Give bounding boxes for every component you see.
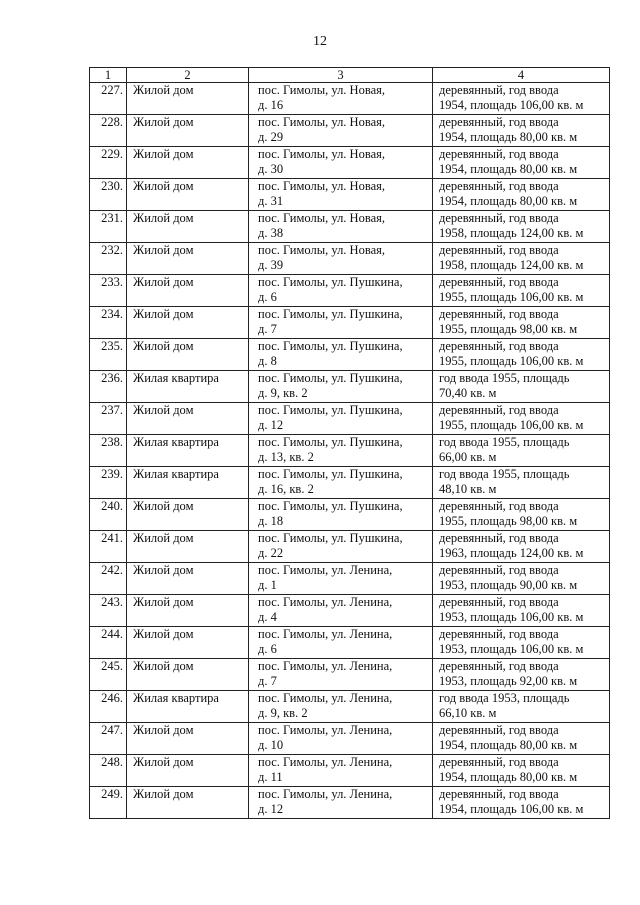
- address-cell: [249, 691, 433, 723]
- table-body: [90, 83, 610, 819]
- table-row: [90, 211, 610, 243]
- row-number-cell: [90, 115, 127, 147]
- row-number-text: 236.: [101, 371, 123, 385]
- object-name-text: Жилой дом: [133, 179, 194, 193]
- address-text: пос. Гимолы, ул. Ленина, д. 12: [258, 787, 393, 816]
- row-number-cell: [90, 627, 127, 659]
- address-text: пос. Гимолы, ул. Пушкина, д. 22: [258, 531, 403, 560]
- table-row: [90, 467, 610, 499]
- object-name-cell: [127, 627, 249, 659]
- description-cell: [433, 595, 610, 627]
- object-name-text: Жилой дом: [133, 595, 194, 609]
- row-number-cell: [90, 339, 127, 371]
- address-text: пос. Гимолы, ул. Новая, д. 29: [258, 115, 385, 144]
- object-name-cell: [127, 403, 249, 435]
- address-cell: [249, 83, 433, 115]
- row-number-cell: [90, 531, 127, 563]
- address-cell: [249, 147, 433, 179]
- description-text: деревянный, год ввода 1954, площадь 80,00 кв. м: [439, 723, 578, 752]
- table-row: [90, 275, 610, 307]
- table-row: [90, 691, 610, 723]
- object-name-text: Жилой дом: [133, 211, 194, 225]
- table-row: [90, 371, 610, 403]
- object-name-cell: [127, 179, 249, 211]
- description-text: деревянный, год ввода 1954, площадь 80,00 кв. м: [439, 147, 578, 176]
- row-number-cell: [90, 243, 127, 275]
- description-cell: [433, 467, 610, 499]
- table-row: [90, 403, 610, 435]
- header-col-3: 3: [249, 68, 433, 83]
- object-name-text: Жилой дом: [133, 787, 194, 801]
- row-number-text: 245.: [101, 659, 123, 673]
- address-text: пос. Гимолы, ул. Пушкина, д. 6: [258, 275, 403, 304]
- description-text: деревянный, год ввода 1955, площадь 98,00 кв. м: [439, 307, 578, 336]
- header-row: [90, 68, 610, 83]
- description-text: деревянный, год ввода 1954, площадь 106,00 кв. м: [439, 787, 584, 816]
- address-cell: [249, 179, 433, 211]
- description-text: деревянный, год ввода 1955, площадь 98,00 кв. м: [439, 499, 578, 528]
- description-cell: [433, 371, 610, 403]
- row-number-cell: [90, 595, 127, 627]
- row-number-text: 248.: [101, 755, 123, 769]
- address-text: пос. Гимолы, ул. Ленина, д. 10: [258, 723, 393, 752]
- row-number-text: 238.: [101, 435, 123, 449]
- address-cell: [249, 755, 433, 787]
- address-text: пос. Гимолы, ул. Новая, д. 31: [258, 179, 385, 208]
- row-number-cell: [90, 211, 127, 243]
- description-text: год ввода 1955, площадь 48,10 кв. м: [439, 467, 570, 496]
- table-row: [90, 339, 610, 371]
- description-cell: [433, 115, 610, 147]
- description-cell: [433, 211, 610, 243]
- address-text: пос. Гимолы, ул. Ленина, д. 11: [258, 755, 393, 784]
- description-cell: [433, 755, 610, 787]
- object-name-cell: [127, 595, 249, 627]
- address-text: пос. Гимолы, ул. Пушкина, д. 8: [258, 339, 403, 368]
- object-name-cell: [127, 563, 249, 595]
- row-number-text: 239.: [101, 467, 123, 481]
- address-cell: [249, 371, 433, 403]
- address-cell: [249, 467, 433, 499]
- address-cell: [249, 339, 433, 371]
- description-text: деревянный, год ввода 1954, площадь 106,00 кв. м: [439, 83, 584, 112]
- description-cell: [433, 275, 610, 307]
- object-name-text: Жилой дом: [133, 723, 194, 737]
- description-cell: [433, 563, 610, 595]
- object-name-text: Жилой дом: [133, 499, 194, 513]
- row-number-text: 230.: [101, 179, 123, 193]
- description-cell: [433, 83, 610, 115]
- table-row: [90, 563, 610, 595]
- property-table: [89, 67, 610, 819]
- description-cell: [433, 179, 610, 211]
- object-name-text: Жилая квартира: [133, 435, 219, 449]
- description-text: деревянный, год ввода 1955, площадь 106,00 кв. м: [439, 339, 584, 368]
- object-name-text: Жилой дом: [133, 627, 194, 641]
- row-number-cell: [90, 563, 127, 595]
- address-cell: [249, 275, 433, 307]
- object-name-cell: [127, 307, 249, 339]
- page-number: 12: [313, 34, 327, 49]
- row-number-cell: [90, 275, 127, 307]
- table-row: [90, 755, 610, 787]
- row-number-text: 229.: [101, 147, 123, 161]
- row-number-cell: [90, 691, 127, 723]
- row-number-cell: [90, 723, 127, 755]
- row-number-text: 232.: [101, 243, 123, 257]
- object-name-text: Жилой дом: [133, 275, 194, 289]
- address-cell: [249, 403, 433, 435]
- header-col-1: 1: [90, 68, 127, 83]
- description-text: деревянный, год ввода 1954, площадь 80,00 кв. м: [439, 755, 578, 784]
- address-text: пос. Гимолы, ул. Ленина, д. 4: [258, 595, 393, 624]
- table-row: [90, 179, 610, 211]
- address-text: пос. Гимолы, ул. Новая, д. 38: [258, 211, 385, 240]
- address-cell: [249, 115, 433, 147]
- object-name-cell: [127, 371, 249, 403]
- description-text: деревянный, год ввода 1953, площадь 106,00 кв. м: [439, 595, 584, 624]
- table-row: [90, 723, 610, 755]
- description-cell: [433, 659, 610, 691]
- row-number-text: 233.: [101, 275, 123, 289]
- row-number-text: 227.: [101, 83, 123, 97]
- address-text: пос. Гимолы, ул. Пушкина, д. 18: [258, 499, 403, 528]
- object-name-text: Жилая квартира: [133, 371, 219, 385]
- object-name-cell: [127, 691, 249, 723]
- object-name-cell: [127, 467, 249, 499]
- row-number-cell: [90, 435, 127, 467]
- row-number-cell: [90, 307, 127, 339]
- object-name-cell: [127, 115, 249, 147]
- table-header: [90, 68, 610, 83]
- description-cell: [433, 723, 610, 755]
- object-name-text: Жилой дом: [133, 339, 194, 353]
- address-cell: [249, 723, 433, 755]
- address-cell: [249, 563, 433, 595]
- table-row: [90, 787, 610, 819]
- description-text: год ввода 1955, площадь 66,00 кв. м: [439, 435, 570, 464]
- object-name-text: Жилой дом: [133, 243, 194, 257]
- row-number-cell: [90, 659, 127, 691]
- address-cell: [249, 595, 433, 627]
- object-name-cell: [127, 243, 249, 275]
- object-name-text: Жилой дом: [133, 531, 194, 545]
- object-name-cell: [127, 83, 249, 115]
- description-cell: [433, 147, 610, 179]
- table-row: [90, 659, 610, 691]
- table-row: [90, 243, 610, 275]
- header-col-4: 4: [433, 68, 610, 83]
- description-cell: [433, 787, 610, 819]
- address-cell: [249, 499, 433, 531]
- table-row: [90, 147, 610, 179]
- row-number-text: 243.: [101, 595, 123, 609]
- table-row: [90, 499, 610, 531]
- object-name-cell: [127, 659, 249, 691]
- address-cell: [249, 531, 433, 563]
- row-number-text: 242.: [101, 563, 123, 577]
- object-name-text: Жилой дом: [133, 755, 194, 769]
- description-text: деревянный, год ввода 1958, площадь 124,00 кв. м: [439, 243, 584, 272]
- address-text: пос. Гимолы, ул. Ленина, д. 6: [258, 627, 393, 656]
- row-number-text: 247.: [101, 723, 123, 737]
- address-cell: [249, 307, 433, 339]
- address-text: пос. Гимолы, ул. Пушкина, д. 7: [258, 307, 403, 336]
- row-number-text: 249.: [101, 787, 123, 801]
- row-number-cell: [90, 467, 127, 499]
- address-cell: [249, 435, 433, 467]
- description-text: деревянный, год ввода 1963, площадь 124,00 кв. м: [439, 531, 584, 560]
- object-name-text: Жилая квартира: [133, 691, 219, 705]
- object-name-text: Жилая квартира: [133, 467, 219, 481]
- description-cell: [433, 403, 610, 435]
- address-text: пос. Гимолы, ул. Пушкина, д. 9, кв. 2: [258, 371, 403, 400]
- description-text: деревянный, год ввода 1953, площадь 92,00 кв. м: [439, 659, 578, 688]
- row-number-text: 235.: [101, 339, 123, 353]
- row-number-cell: [90, 147, 127, 179]
- row-number-text: 240.: [101, 499, 123, 513]
- object-name-text: Жилой дом: [133, 403, 194, 417]
- table-row: [90, 115, 610, 147]
- row-number-cell: [90, 755, 127, 787]
- description-cell: [433, 499, 610, 531]
- object-name-cell: [127, 787, 249, 819]
- row-number-cell: [90, 499, 127, 531]
- description-text: деревянный, год ввода 1955, площадь 106,00 кв. м: [439, 275, 584, 304]
- address-text: пос. Гимолы, ул. Пушкина, д. 13, кв. 2: [258, 435, 403, 464]
- object-name-cell: [127, 723, 249, 755]
- object-name-cell: [127, 275, 249, 307]
- address-cell: [249, 243, 433, 275]
- object-name-cell: [127, 147, 249, 179]
- row-number-text: 228.: [101, 115, 123, 129]
- row-number-cell: [90, 179, 127, 211]
- table-row: [90, 307, 610, 339]
- object-name-cell: [127, 755, 249, 787]
- row-number-text: 244.: [101, 627, 123, 641]
- address-text: пос. Гимолы, ул. Пушкина, д. 12: [258, 403, 403, 432]
- description-cell: [433, 435, 610, 467]
- address-text: пос. Гимолы, ул. Новая, д. 30: [258, 147, 385, 176]
- description-text: год ввода 1955, площадь 70,40 кв. м: [439, 371, 570, 400]
- description-cell: [433, 691, 610, 723]
- address-text: пос. Гимолы, ул. Пушкина, д. 16, кв. 2: [258, 467, 403, 496]
- table-row: [90, 83, 610, 115]
- description-cell: [433, 307, 610, 339]
- row-number-text: 234.: [101, 307, 123, 321]
- object-name-text: Жилой дом: [133, 147, 194, 161]
- row-number-cell: [90, 403, 127, 435]
- object-name-cell: [127, 499, 249, 531]
- row-number-text: 237.: [101, 403, 123, 417]
- table-row: [90, 435, 610, 467]
- row-number-text: 241.: [101, 531, 123, 545]
- header-col-2: 2: [127, 68, 249, 83]
- table-row: [90, 531, 610, 563]
- address-text: пос. Гимолы, ул. Ленина, д. 7: [258, 659, 393, 688]
- address-text: пос. Гимолы, ул. Новая, д. 39: [258, 243, 385, 272]
- description-cell: [433, 243, 610, 275]
- address-text: пос. Гимолы, ул. Ленина, д. 9, кв. 2: [258, 691, 393, 720]
- object-name-cell: [127, 435, 249, 467]
- row-number-cell: [90, 371, 127, 403]
- description-text: деревянный, год ввода 1954, площадь 80,00 кв. м: [439, 115, 578, 144]
- object-name-text: Жилой дом: [133, 307, 194, 321]
- table-row: [90, 595, 610, 627]
- address-cell: [249, 627, 433, 659]
- address-cell: [249, 659, 433, 691]
- description-text: год ввода 1953, площадь 66,10 кв. м: [439, 691, 570, 720]
- description-text: деревянный, год ввода 1954, площадь 80,00 кв. м: [439, 179, 578, 208]
- object-name-text: Жилой дом: [133, 83, 194, 97]
- address-cell: [249, 787, 433, 819]
- row-number-cell: [90, 83, 127, 115]
- object-name-cell: [127, 339, 249, 371]
- row-number-text: 231.: [101, 211, 123, 225]
- description-text: деревянный, год ввода 1953, площадь 106,00 кв. м: [439, 627, 584, 656]
- description-text: деревянный, год ввода 1958, площадь 124,00 кв. м: [439, 211, 584, 240]
- address-text: пос. Гимолы, ул. Новая, д. 16: [258, 83, 385, 112]
- address-text: пос. Гимолы, ул. Ленина, д. 1: [258, 563, 393, 592]
- table-row: [90, 627, 610, 659]
- object-name-text: Жилой дом: [133, 563, 194, 577]
- row-number-cell: [90, 787, 127, 819]
- object-name-cell: [127, 211, 249, 243]
- description-cell: [433, 531, 610, 563]
- object-name-cell: [127, 531, 249, 563]
- address-cell: [249, 211, 433, 243]
- description-text: деревянный, год ввода 1953, площадь 90,00 кв. м: [439, 563, 578, 592]
- description-cell: [433, 627, 610, 659]
- row-number-text: 246.: [101, 691, 123, 705]
- description-text: деревянный, год ввода 1955, площадь 106,00 кв. м: [439, 403, 584, 432]
- object-name-text: Жилой дом: [133, 115, 194, 129]
- object-name-text: Жилой дом: [133, 659, 194, 673]
- description-cell: [433, 339, 610, 371]
